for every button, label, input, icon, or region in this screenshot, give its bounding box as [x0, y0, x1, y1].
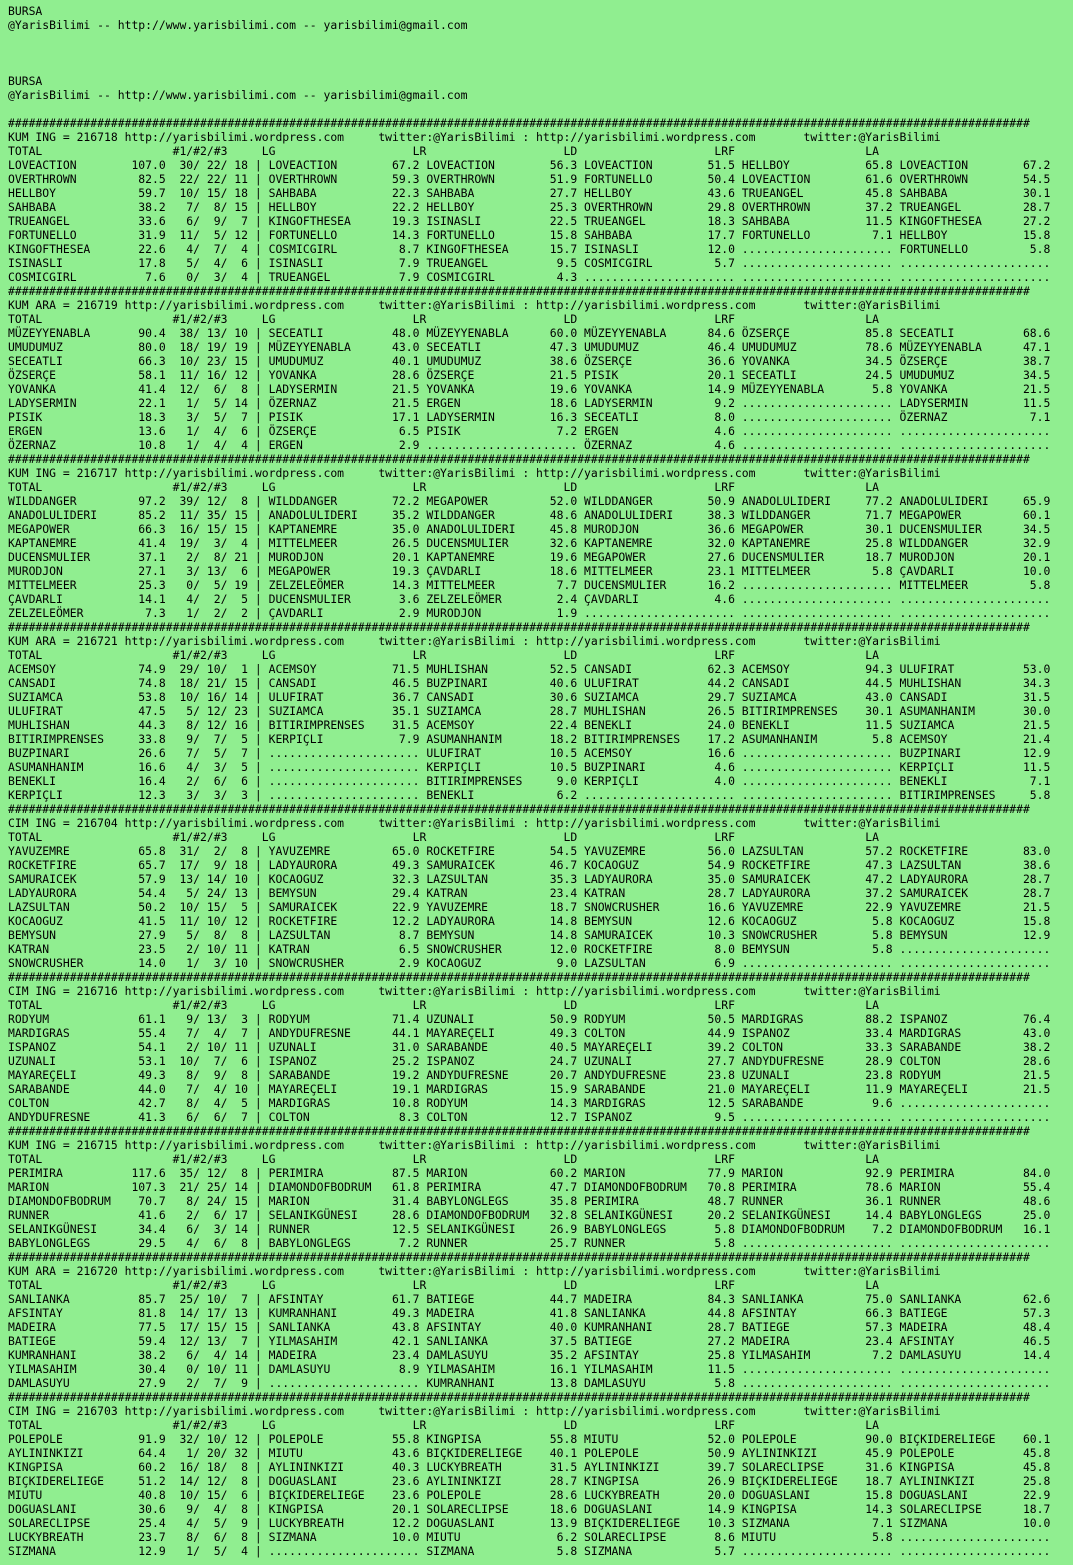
- horse-row: DIAMONDOFBODRUM 70.7 8/ 24/ 15 | MARION 31.4 BABYLONGLEGS 35.8 PERIMIRA 48.7 RUNNER 36.1 RUNNER 48.6: [8, 1194, 1051, 1208]
- horse-row: BENEKLI 16.4 2/ 6/ 6 | ...................... BITIRIMPRENSES 9.0 KERPIÇLI 4.0 ...................... BENEKLI 7.1: [8, 774, 1051, 788]
- horse-row: MAYAREÇELI 49.3 8/ 9/ 8 | SARABANDE 19.2 ANDYDUFRESNE 20.7 ANDYDUFRESNE 23.8 UZUNALI 23.8 RODYUM 21.5: [8, 1068, 1051, 1082]
- horse-row: BABYLONGLEGS 29.5 4/ 6/ 8 | BABYLONGLEGS 7.2 RUNNER 25.7 RUNNER 5.8 ...................... ......................: [8, 1236, 1051, 1250]
- column-header-line: TOTAL #1/#2/#3 LG LR LD LRF LA: [8, 648, 879, 662]
- horse-row: UZUNALI 53.1 10/ 7/ 6 | ISPANOZ 25.2 ISPANOZ 24.7 UZUNALI 27.7 ANDYDUFRESNE 28.9 COLTON 28.6: [8, 1054, 1051, 1068]
- horse-row: MEGAPOWER 66.3 16/ 15/ 15 | KAPTANEMRE 35.0 ANADOLULIDERI 45.8 MURODJON 36.6 MEGAPOWER 30.1 DUCENSMULIER 34.5: [8, 522, 1051, 536]
- horse-row: DUCENSMULIER 37.1 2/ 8/ 21 | MURODJON 20.1 KAPTANEMRE 19.6 MEGAPOWER 27.6 DUCENSMULIER 18.7 MURODJON 20.1: [8, 550, 1051, 564]
- horse-row: KUMRANHANI 38.2 6/ 4/ 14 | MADEIRA 23.4 DAMLASUYU 35.2 AFSINTAY 25.8 YILMASAHIM 7.2 DAMLASUYU 14.4: [8, 1348, 1051, 1362]
- horse-row: ANDYDUFRESNE 41.3 6/ 6/ 7 | COLTON 8.3 COLTON 12.7 ISPANOZ 9.5 ...................... ......................: [8, 1110, 1051, 1124]
- column-header-line: TOTAL #1/#2/#3 LG LR LD LRF LA: [8, 830, 879, 844]
- column-header-line: TOTAL #1/#2/#3 LG LR LD LRF LA: [8, 1418, 879, 1432]
- race-header-line: KUM ARA = 216720 http://yarisbilimi.wordpress.com twitter:@YarisBilimi : http://yarisbilimi.wordpress.com twitter:@YarisBilimi: [8, 1264, 941, 1278]
- horse-row: ÖZERNAZ 10.8 1/ 4/ 4 | ERGEN 2.9 ...................... ÖZERNAZ 4.6 ...................... ......................: [8, 438, 1051, 452]
- blank-line: [8, 32, 1073, 46]
- horse-row: SECEATLI 66.3 10/ 23/ 15 | UMUDUMUZ 40.1 UMUDUMUZ 38.6 ÖZSERÇE 36.6 YOVANKA 34.5 ÖZSERÇE 38.7: [8, 354, 1051, 368]
- separator-line: #####################################################################################################################################################: [8, 116, 1030, 130]
- separator-line: #####################################################################################################################################################: [8, 802, 1030, 816]
- horse-row: MURODJON 27.1 3/ 13/ 6 | MEGAPOWER 19.3 ÇAVDARLI 18.6 MITTELMEER 23.1 MITTELMEER 5.8 ÇAVDARLI 10.0: [8, 564, 1051, 578]
- horse-row: ACEMSOY 74.9 29/ 10/ 1 | ACEMSOY 71.5 MUHLISHAN 52.5 CANSADI 62.3 ACEMSOY 94.3 ULUFIRAT 53.0: [8, 662, 1051, 676]
- horse-row: AFSINTAY 81.8 14/ 17/ 13 | KUMRANHANI 49.3 MADEIRA 41.8 SANLIANKA 44.8 AFSINTAY 66.3 BATIEGE 57.3: [8, 1306, 1051, 1320]
- horse-row: MARION 107.3 21/ 25/ 14 | DIAMONDOFBODRUM 61.8 PERIMIRA 47.7 DIAMONDOFBODRUM 70.8 PERIMIRA 78.6 MARION 55.4: [8, 1180, 1051, 1194]
- race-header-line: KUM ARA = 216719 http://yarisbilimi.wordpress.com twitter:@YarisBilimi : http://yarisbilimi.wordpress.com twitter:@YarisBilimi: [8, 298, 941, 312]
- horse-row: PERIMIRA 117.6 35/ 12/ 8 | PERIMIRA 87.5 MARION 60.2 MARION 77.9 MARION 92.9 PERIMIRA 84.0: [8, 1166, 1051, 1180]
- horse-row: KATRAN 23.5 2/ 10/ 11 | KATRAN 6.5 SNOWCRUSHER 12.0 ROCKETFIRE 8.0 BEMYSUN 5.8 ......................: [8, 942, 1051, 956]
- horse-row: SANLIANKA 85.7 25/ 10/ 7 | AFSINTAY 61.7 BATIEGE 44.7 MADEIRA 84.3 SANLIANKA 75.0 SANLIANKA 62.6: [8, 1292, 1051, 1306]
- horse-row: COLTON 42.7 8/ 4/ 5 | MARDIGRAS 10.8 RODYUM 14.3 MARDIGRAS 12.5 SARABANDE 9.6 ......................: [8, 1096, 1051, 1110]
- horse-row: SNOWCRUSHER 14.0 1/ 3/ 10 | SNOWCRUSHER 2.9 KOCAOGUZ 9.0 LAZSULTAN 6.9 ...................... ......................: [8, 956, 1051, 970]
- horse-row: ASUMANHANIM 16.6 4/ 3/ 5 | ...................... KERPIÇLI 10.5 BUZPINARI 4.6 ...................... KERPIÇLI 11.5: [8, 760, 1051, 774]
- horse-row: ERGEN 13.6 1/ 4/ 6 | ÖZSERÇE 6.5 PISIK 7.2 ERGEN 4.6 ...................... ......................: [8, 424, 1051, 438]
- location-title: BURSA: [8, 4, 43, 18]
- horse-row: OVERTHROWN 82.5 22/ 22/ 11 | OVERTHROWN 59.3 OVERTHROWN 51.9 FORTUNELLO 50.4 LOVEACTION 61.6 OVERTHROWN 54.5: [8, 172, 1051, 186]
- horse-row: WILDDANGER 97.2 39/ 12/ 8 | WILDDANGER 72.2 MEGAPOWER 52.0 WILDDANGER 50.9 ANADOLULIDERI 77.2 ANADOLULIDERI 65.9: [8, 494, 1051, 508]
- horse-row: BATIEGE 59.4 12/ 13/ 7 | YILMASAHIM 42.1 SANLIANKA 37.5 BATIEGE 27.2 MADEIRA 23.4 AFSINTAY 46.5: [8, 1334, 1051, 1348]
- horse-row: DOGUASLANI 30.6 9/ 4/ 8 | KINGPISA 20.1 SOLARECLIPSE 18.6 DOGUASLANI 14.9 KINGPISA 14.3 SOLARECLIPSE 18.7: [8, 1502, 1051, 1516]
- race-header-line: CIM ING = 216703 http://yarisbilimi.wordpress.com twitter:@YarisBilimi : http://yarisbilimi.wordpress.com twitter:@YarisBilimi: [8, 1404, 941, 1418]
- contact-line: @YarisBilimi -- http://www.yarisbilimi.com -- yarisbilimi@gmail.com: [8, 88, 468, 102]
- horse-row: AYLININKIZI 64.4 1/ 20/ 32 | MIUTU 43.6 BIÇKIDERELIEGE 40.1 POLEPOLE 50.9 AYLININKIZI 45.9 POLEPOLE 45.8: [8, 1446, 1051, 1460]
- horse-row: ISPANOZ 54.1 2/ 10/ 11 | UZUNALI 31.0 SARABANDE 40.5 MAYAREÇELI 39.2 COLTON 33.3 SARABANDE 38.2: [8, 1040, 1051, 1054]
- horse-row: MUHLISHAN 44.3 8/ 12/ 16 | BITIRIMPRENSES 31.5 ACEMSOY 22.4 BENEKLI 24.0 BENEKLI 11.5 SUZIAMCA 21.5: [8, 718, 1051, 732]
- horse-row: KINGOFTHESEA 22.6 4/ 7/ 4 | COSMICGIRL 8.7 KINGOFTHESEA 15.7 ISINASLI 12.0 ...................... FORTUNELLO 5.8: [8, 242, 1051, 256]
- separator-line: #####################################################################################################################################################: [8, 1250, 1030, 1264]
- column-header-line: TOTAL #1/#2/#3 LG LR LD LRF LA: [8, 480, 879, 494]
- horse-row: ZELZELEÖMER 7.3 1/ 2/ 2 | ÇAVDARLI 2.9 MURODJON 1.9 ...................... ...................... ......................: [8, 606, 1051, 620]
- blank-line: [8, 46, 1073, 60]
- horse-row: MÜZEYYENABLA 90.4 38/ 13/ 10 | SECEATLI 48.0 MÜZEYYENABLA 60.0 MÜZEYYENABLA 84.6 ÖZSERÇE 85.8 SECEATLI 68.6: [8, 326, 1051, 340]
- horse-row: YAVUZEMRE 65.8 31/ 2/ 8 | YAVUZEMRE 65.0 ROCKETFIRE 54.5 YAVUZEMRE 56.0 LAZSULTAN 57.2 ROCKETFIRE 83.0: [8, 844, 1051, 858]
- race-header-line: CIM ING = 216716 http://yarisbilimi.wordpress.com twitter:@YarisBilimi : http://yarisbilimi.wordpress.com twitter:@YarisBilimi: [8, 984, 941, 998]
- horse-row: SAMURAICEK 57.9 13/ 14/ 10 | KOCAOGUZ 32.3 LAZSULTAN 35.3 LADYAURORA 35.0 SAMURAICEK 47.2 LADYAURORA 28.7: [8, 872, 1051, 886]
- separator-line: #####################################################################################################################################################: [8, 1124, 1030, 1138]
- race-header-line: KUM ING = 216718 http://yarisbilimi.wordpress.com twitter:@YarisBilimi : http://yarisbilimi.wordpress.com twitter:@YarisBilimi: [8, 130, 941, 144]
- horse-row: LUCKYBREATH 23.7 8/ 6/ 8 | SIZMANA 10.0 MIUTU 6.2 SOLARECLIPSE 8.6 MIUTU 5.8 ......................: [8, 1530, 1051, 1544]
- horse-row: ULUFIRAT 47.5 5/ 12/ 23 | SUZIAMCA 35.1 SUZIAMCA 28.7 MUHLISHAN 26.5 BITIRIMPRENSES 30.1 ASUMANHANIM 30.0: [8, 704, 1051, 718]
- horse-row: ANADOLULIDERI 85.2 11/ 35/ 15 | ANADOLULIDERI 35.2 WILDDANGER 48.6 ANADOLULIDERI 38.3 WILDDANGER 71.7 MEGAPOWER 60.1: [8, 508, 1051, 522]
- race-header-line: KUM ING = 216715 http://yarisbilimi.wordpress.com twitter:@YarisBilimi : http://yarisbilimi.wordpress.com twitter:@YarisBilimi: [8, 1138, 941, 1152]
- horse-row: ISINASLI 17.8 5/ 4/ 6 | ISINASLI 7.9 TRUEANGEL 9.5 COSMICGIRL 5.7 ...................... ......................: [8, 256, 1051, 270]
- horse-row: COSMICGIRL 7.6 0/ 3/ 4 | TRUEANGEL 7.9 COSMICGIRL 4.3 ...................... ...................... ......................: [8, 270, 1051, 284]
- horse-row: LAZSULTAN 50.2 10/ 15/ 5 | SAMURAICEK 22.9 YAVUZEMRE 18.7 SNOWCRUSHER 16.6 YAVUZEMRE 22.9 YAVUZEMRE 21.5: [8, 900, 1051, 914]
- race-header-line: CIM ING = 216704 http://yarisbilimi.wordpress.com twitter:@YarisBilimi : http://yarisbilimi.wordpress.com twitter:@YarisBilimi: [8, 816, 941, 830]
- horse-row: LADYAURORA 54.4 5/ 24/ 13 | BEMYSUN 29.4 KATRAN 23.4 KATRAN 28.7 LADYAURORA 37.2 SAMURAICEK 28.7: [8, 886, 1051, 900]
- horse-row: CANSADI 74.8 18/ 21/ 15 | CANSADI 46.5 BUZPINARI 40.6 ULUFIRAT 44.2 CANSADI 44.5 MUHLISHAN 34.3: [8, 676, 1051, 690]
- separator-line: #####################################################################################################################################################: [8, 284, 1030, 298]
- separator-line: #####################################################################################################################################################: [8, 1390, 1030, 1404]
- horse-row: BEMYSUN 27.9 5/ 8/ 8 | LAZSULTAN 8.7 BEMYSUN 14.8 SAMURAICEK 10.3 SNOWCRUSHER 5.8 BEMYSUN 12.9: [8, 928, 1051, 942]
- location-title: BURSA: [8, 74, 43, 88]
- horse-row: UMUDUMUZ 80.0 18/ 19/ 19 | MÜZEYYENABLA 43.0 SECEATLI 47.3 UMUDUMUZ 46.4 UMUDUMUZ 78.6 MÜZEYYENABLA 47.1: [8, 340, 1051, 354]
- horse-row: YOVANKA 41.4 12/ 6/ 8 | LADYSERMIN 21.5 YOVANKA 19.6 YOVANKA 14.9 MÜZEYYENABLA 5.8 YOVANKA 21.5: [8, 382, 1051, 396]
- horse-row: FORTUNELLO 31.9 11/ 5/ 12 | FORTUNELLO 14.3 FORTUNELLO 15.8 SAHBABA 17.7 FORTUNELLO 7.1 HELLBOY 15.8: [8, 228, 1051, 242]
- horse-row: KERPIÇLI 12.3 3/ 3/ 3 | ...................... BENEKLI 6.2 ...................... ...................... BITIRIMPRENSES 5.8: [8, 788, 1051, 802]
- horse-row: BUZPINARI 26.6 7/ 5/ 7 | ...................... ULUFIRAT 10.5 ACEMSOY 16.6 ...................... BUZPINARI 12.9: [8, 746, 1051, 760]
- race-header-line: KUM ING = 216717 http://yarisbilimi.wordpress.com twitter:@YarisBilimi : http://yarisbilimi.wordpress.com twitter:@YarisBilimi: [8, 466, 941, 480]
- column-header-line: TOTAL #1/#2/#3 LG LR LD LRF LA: [8, 144, 879, 158]
- blank-line: [8, 60, 1073, 74]
- horse-row: KOCAOGUZ 41.5 11/ 10/ 12 | ROCKETFIRE 12.2 LADYAURORA 14.8 BEMYSUN 12.6 KOCAOGUZ 5.8 KOCAOGUZ 15.8: [8, 914, 1051, 928]
- horse-row: LOVEACTION 107.0 30/ 22/ 18 | LOVEACTION 67.2 LOVEACTION 56.3 LOVEACTION 51.5 HELLBOY 65.8 LOVEACTION 67.2: [8, 158, 1051, 172]
- horse-row: MARDIGRAS 55.4 7/ 4/ 7 | ANDYDUFRESNE 44.1 MAYAREÇELI 49.3 COLTON 44.9 ISPANOZ 33.4 MARDIGRAS 43.0: [8, 1026, 1051, 1040]
- horse-row: RODYUM 61.1 9/ 13/ 3 | RODYUM 71.4 UZUNALI 50.9 RODYUM 50.5 MARDIGRAS 88.2 ISPANOZ 76.4: [8, 1012, 1051, 1026]
- horse-row: KAPTANEMRE 41.4 19/ 3/ 4 | MITTELMEER 26.5 DUCENSMULIER 32.6 KAPTANEMRE 32.0 KAPTANEMRE 25.8 WILDDANGER 32.9: [8, 536, 1051, 550]
- horse-row: MIUTU 40.8 10/ 15/ 6 | BIÇKIDERELIEGE 23.6 POLEPOLE 28.6 LUCKYBREATH 20.0 DOGUASLANI 15.8 DOGUASLANI 22.9: [8, 1488, 1051, 1502]
- blank-line: [8, 102, 1073, 116]
- horse-row: RUNNER 41.6 2/ 6/ 17 | SELANIKGÜNESI 28.6 DIAMONDOFBODRUM 32.8 SELANIKGÜNESI 20.2 SELANIKGÜNESI 14.4 BABYLONGLEGS 25.0: [8, 1208, 1051, 1222]
- column-header-line: TOTAL #1/#2/#3 LG LR LD LRF LA: [8, 1278, 879, 1292]
- horse-row: ÇAVDARLI 14.1 4/ 2/ 5 | DUCENSMULIER 3.6 ZELZELEÖMER 2.4 ÇAVDARLI 4.6 ...................... ......................: [8, 592, 1051, 606]
- horse-row: ROCKETFIRE 65.7 17/ 9/ 18 | LADYAURORA 49.3 SAMURAICEK 46.7 KOCAOGUZ 54.9 ROCKETFIRE 47.3 LAZSULTAN 38.6: [8, 858, 1051, 872]
- horse-row: SIZMANA 12.9 1/ 5/ 4 | ...................... SIZMANA 5.8 SIZMANA 5.7 ...................... ......................: [8, 1544, 1051, 1558]
- column-header-line: TOTAL #1/#2/#3 LG LR LD LRF LA: [8, 998, 879, 1012]
- horse-row: KINGPISA 60.2 16/ 18/ 8 | AYLININKIZI 40.3 LUCKYBREATH 31.5 AYLININKIZI 39.7 SOLARECLIPSE 31.6 KINGPISA 45.8: [8, 1460, 1051, 1474]
- horse-row: SARABANDE 44.0 7/ 4/ 10 | MAYAREÇELI 19.1 MARDIGRAS 15.9 SARABANDE 21.0 MAYAREÇELI 11.9 MAYAREÇELI 21.5: [8, 1082, 1051, 1096]
- horse-row: SUZIAMCA 53.8 10/ 16/ 14 | ULUFIRAT 36.7 CANSADI 30.6 SUZIAMCA 29.7 SUZIAMCA 43.0 CANSADI 31.5: [8, 690, 1051, 704]
- column-header-line: TOTAL #1/#2/#3 LG LR LD LRF LA: [8, 312, 879, 326]
- horse-row: DAMLASUYU 27.9 2/ 7/ 9 | ...................... KUMRANHANI 13.8 DAMLASUYU 5.8 ...................... ......................: [8, 1376, 1051, 1390]
- separator-line: #####################################################################################################################################################: [8, 620, 1030, 634]
- horse-row: SOLARECLIPSE 25.4 4/ 5/ 9 | LUCKYBREATH 12.2 DOGUASLANI 13.9 BIÇKIDERELIEGE 10.3 SIZMANA 7.1 SIZMANA 10.0: [8, 1516, 1051, 1530]
- horse-row: ÖZSERÇE 58.1 11/ 16/ 12 | YOVANKA 28.6 ÖZSERÇE 21.5 PISIK 20.1 SECEATLI 24.5 UMUDUMUZ 34.5: [8, 368, 1051, 382]
- horse-row: MADEIRA 77.5 17/ 15/ 15 | SANLIANKA 43.8 AFSINTAY 40.0 KUMRANHANI 28.7 BATIEGE 57.3 MADEIRA 48.4: [8, 1320, 1051, 1334]
- horse-row: PISIK 18.3 3/ 5/ 7 | PISIK 17.1 LADYSERMIN 16.3 SECEATLI 8.0 ...................... ÖZERNAZ 7.1: [8, 410, 1051, 424]
- horse-row: LADYSERMIN 22.1 1/ 5/ 14 | ÖZERNAZ 21.5 ERGEN 18.6 LADYSERMIN 9.2 ...................... LADYSERMIN 11.5: [8, 396, 1051, 410]
- horse-row: POLEPOLE 91.9 32/ 10/ 12 | POLEPOLE 55.8 KINGPISA 55.8 MIUTU 52.0 POLEPOLE 90.0 BIÇKIDERELIEGE 60.1: [8, 1432, 1051, 1446]
- horse-row: MITTELMEER 25.3 0/ 5/ 19 | ZELZELEÖMER 14.3 MITTELMEER 7.7 DUCENSMULIER 16.2 ...................... MITTELMEER 5.8: [8, 578, 1051, 592]
- horse-row: YILMASAHIM 30.4 0/ 10/ 11 | DAMLASUYU 8.9 YILMASAHIM 16.1 YILMASAHIM 11.5 ...................... ......................: [8, 1362, 1051, 1376]
- horse-row: SAHBABA 38.2 7/ 8/ 15 | HELLBOY 22.2 HELLBOY 25.3 OVERTHROWN 29.8 OVERTHROWN 37.2 TRUEANGEL 28.7: [8, 200, 1051, 214]
- column-header-line: TOTAL #1/#2/#3 LG LR LD LRF LA: [8, 1152, 879, 1166]
- horse-row: HELLBOY 59.7 10/ 15/ 18 | SAHBABA 22.3 SAHBABA 27.7 HELLBOY 43.6 TRUEANGEL 45.8 SAHBABA 30.1: [8, 186, 1051, 200]
- horse-row: TRUEANGEL 33.6 6/ 9/ 7 | KINGOFTHESEA 19.3 ISINASLI 22.5 TRUEANGEL 18.3 SAHBABA 11.5 KINGOFTHESEA 27.2: [8, 214, 1051, 228]
- separator-line: #####################################################################################################################################################: [8, 452, 1030, 466]
- race-header-line: KUM ARA = 216721 http://yarisbilimi.wordpress.com twitter:@YarisBilimi : http://yarisbilimi.wordpress.com twitter:@YarisBilimi: [8, 634, 941, 648]
- contact-line: @YarisBilimi -- http://www.yarisbilimi.com -- yarisbilimi@gmail.com: [8, 18, 468, 32]
- horse-row: BITIRIMPRENSES 33.8 9/ 7/ 5 | KERPIÇLI 7.9 ASUMANHANIM 18.2 BITIRIMPRENSES 17.2 ASUMANHANIM 5.8 ACEMSOY 21.4: [8, 732, 1051, 746]
- separator-line: #####################################################################################################################################################: [8, 970, 1030, 984]
- horse-row: SELANIKGÜNESI 34.4 6/ 3/ 14 | RUNNER 12.5 SELANIKGÜNESI 26.9 BABYLONGLEGS 5.8 DIAMONDOFBODRUM 7.2 DIAMONDOFBODRUM 16.1: [8, 1222, 1051, 1236]
- horse-row: BIÇKIDERELIEGE 51.2 14/ 12/ 8 | DOGUASLANI 23.6 AYLININKIZI 28.7 KINGPISA 26.9 BIÇKIDERELIEGE 18.7 AYLININKIZI 25.8: [8, 1474, 1051, 1488]
